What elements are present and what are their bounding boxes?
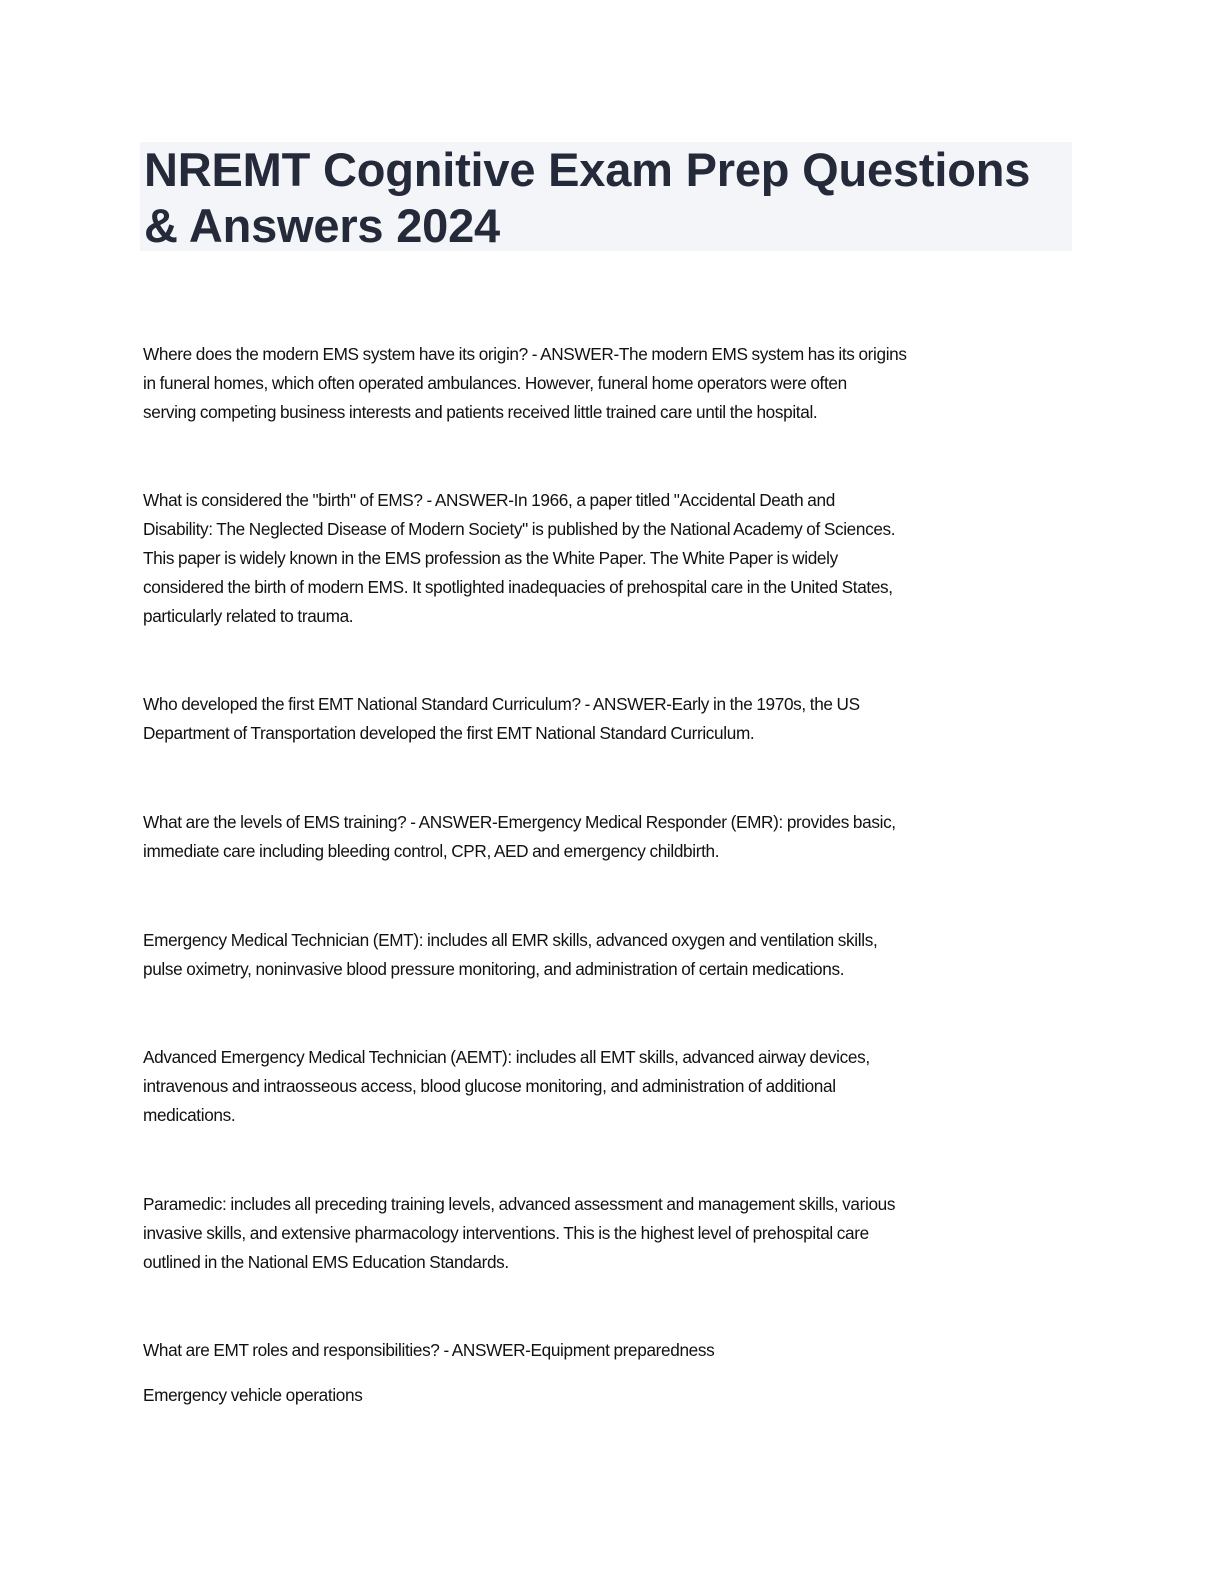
qa-emt-roles [143,1336,1083,1365]
qa-levels-of-ems-training [143,808,1083,866]
qa-first-emt-curriculum [143,690,1083,748]
paragraph-line: This paper is widely known in the EMS profession as the White Paper. The White Paper is widely [143,548,838,568]
title-line: & Answers 2024 [144,199,500,252]
paragraph-line: immediate care including bleeding control, CPR, AED and emergency childbirth. [143,841,720,861]
qa-birth-of-ems [143,486,1083,631]
paragraph-line: intravenous and intraosseous access, blood glucose monitoring, and administration of additional [143,1076,836,1096]
paragraph-line: considered the birth of modern EMS. It spotlighted inadequacies of prehospital care in the United States, [143,577,893,597]
paragraph-line: invasive skills, and extensive pharmacology interventions. This is the highest level of prehospital care [143,1223,869,1243]
paragraph-line: Where does the modern EMS system have its origin? - ANSWER-The modern EMS system has its origins [143,344,907,364]
paragraph-line: Department of Transportation developed the first EMT National Standard Curriculum. [143,723,755,743]
level-emt-description [143,926,1083,984]
paragraph-line: outlined in the National EMS Education Standards. [143,1252,509,1272]
level-paramedic-description [143,1190,1083,1277]
paragraph-line: Emergency Medical Technician (EMT): includes all EMR skills, advanced oxygen and ventilation skills, [143,930,878,950]
qa-origin-of-ems [143,340,1083,427]
paragraph-line: medications. [143,1105,236,1125]
paragraph-line: Disability: The Neglected Disease of Modern Society" is published by the National Academy of Sciences. [143,519,896,539]
paragraph-line: What are EMT roles and responsibilities? - ANSWER-Equipment preparedness [143,1340,715,1360]
document-title [144,142,1030,254]
paragraph-line: Advanced Emergency Medical Technician (AEMT): includes all EMT skills, advanced airway devices, [143,1047,870,1067]
title-block [140,142,1072,251]
paragraph-line: Paramedic: includes all preceding training levels, advanced assessment and management skills, various [143,1194,896,1214]
paragraph-line: serving competing business interests and patients received little trained care until the hospital. [143,402,818,422]
paragraph-line: Emergency vehicle operations [143,1385,363,1405]
level-aemt-description [143,1043,1083,1130]
emt-role-item [143,1381,1083,1410]
paragraph-line: Who developed the first EMT National Standard Curriculum? - ANSWER-Early in the 1970s, the US [143,694,860,714]
paragraph-line: pulse oximetry, noninvasive blood pressure monitoring, and administration of certain medications. [143,959,845,979]
paragraph-line: What is considered the "birth" of EMS? - ANSWER-In 1966, a paper titled "Accidental Death and [143,490,835,510]
title-line: NREMT Cognitive Exam Prep Questions [144,143,1031,196]
paragraph-line: in funeral homes, which often operated ambulances. However, funeral home operators were often [143,373,847,393]
paragraph-line: particularly related to trauma. [143,606,354,626]
paragraph-line: What are the levels of EMS training? - ANSWER-Emergency Medical Responder (EMR): provides basic, [143,812,896,832]
